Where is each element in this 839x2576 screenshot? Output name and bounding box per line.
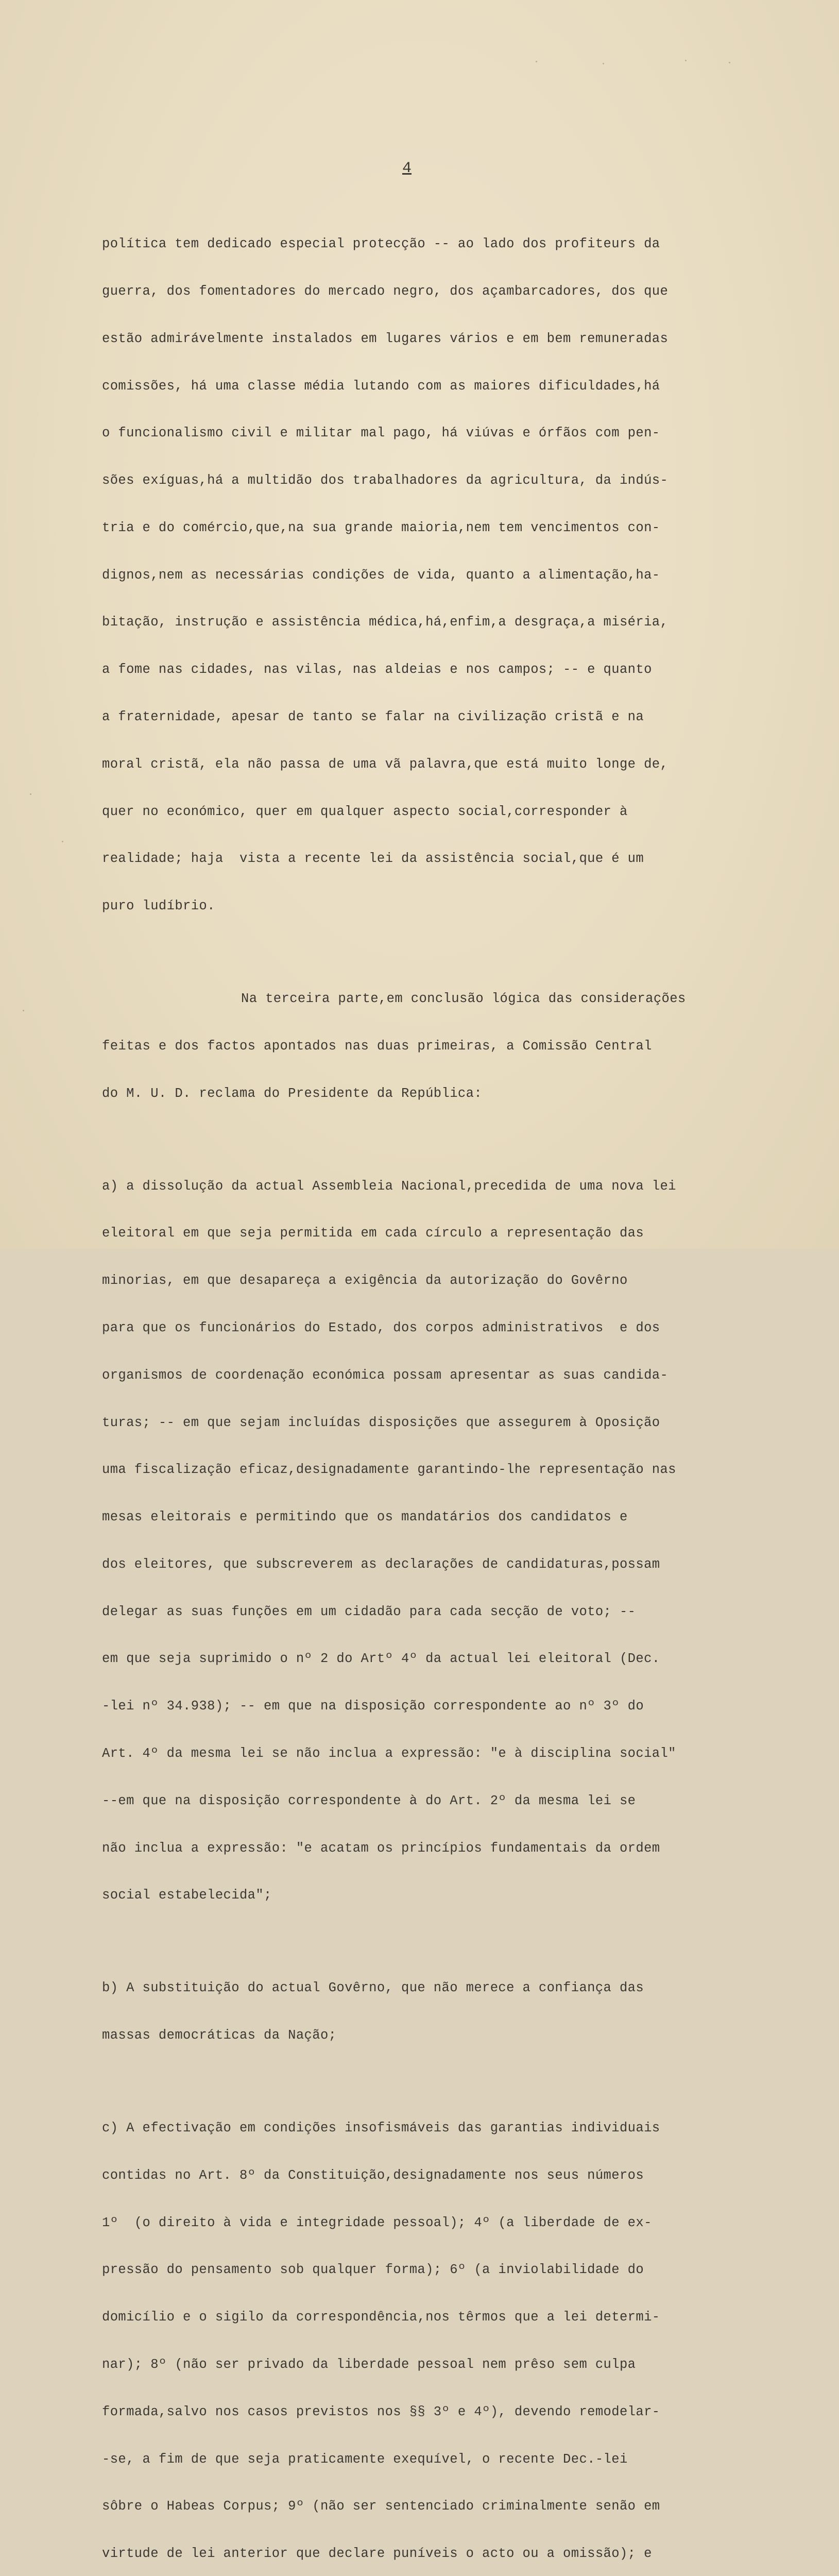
text-line: virtude de lei anterior que declare puníveis o acto ou a omissão); e — [102, 2546, 652, 2562]
item-c — [102, 2089, 764, 2576]
text-line: comissões, há uma classe média lutando com as maiores dificuldades,há — [102, 378, 660, 394]
text-line: uma fiscalização eficaz,designadamente garantindo-lhe representação nas — [102, 1462, 676, 1478]
paper-speck — [536, 61, 537, 62]
text-line: b) A substituição do actual Govêrno, que não merece a confiança das — [102, 1980, 644, 1996]
text-line: a) a dissolução da actual Assembleia Nacional,precedida de uma nova lei — [102, 1178, 676, 1194]
text-line: não inclua a expressão: "e acatam os princípios fundamentais da ordem — [102, 1840, 660, 1856]
text-line: do M. U. D. reclama do Presidente da República: — [102, 1086, 483, 1101]
text-line: delegar as suas funções em um cidadão para cada secção de voto; -- — [102, 1604, 636, 1619]
text-line: dos eleitores, que subscreverem as declarações de candidaturas,possam — [102, 1556, 660, 1572]
item-a — [102, 1147, 764, 1935]
text-line: a fome nas cidades, nas vilas, nas aldeias e nos campos; -- e quanto — [102, 662, 652, 677]
text-line: -se, a fim de que seja praticamente exequível, o recente Dec.-lei — [102, 2451, 628, 2467]
text-line: para que os funcionários do Estado, dos corpos administrativos e dos — [102, 1320, 660, 1335]
paragraph-third-part — [102, 960, 764, 1133]
text-line: minorias, em que desapareça a exigência da autorização do Govêrno — [102, 1273, 628, 1289]
text-line: -lei nº 34.938); -- em que na disposição correspondente ao nº 3º do — [102, 1699, 644, 1714]
text-line: 1º (o direito à vida e integridade pessoal); 4º (a liberdade de ex- — [102, 2215, 652, 2230]
text-line: domicílio e o sigilo da correspondência,nos têrmos que a lei determi- — [102, 2310, 660, 2325]
paper-speck — [23, 1010, 24, 1011]
text-line: dignos,nem as necessárias condições de vida, quanto a alimentação,ha- — [102, 567, 660, 583]
text-line: eleitoral em que seja permitida em cada círculo a representação das — [102, 1226, 644, 1241]
text-line: formada,salvo nos casos previstos nos §§ 3º e 4º), devendo remodelar- — [102, 2404, 660, 2419]
paper-speck — [603, 63, 604, 64]
page-number: 4 — [402, 160, 412, 177]
text-line: sôbre o Habeas Corpus; 9º (não ser sentenciado criminalmente senão em — [102, 2499, 660, 2514]
text-line: c) A efectivação em condições insofismáveis das garantias individuais — [102, 2121, 660, 2136]
text-line: nar); 8º (não ser privado da liberdade pessoal nem prêso sem culpa — [102, 2357, 636, 2372]
text-line: Na terceira parte,em conclusão lógica das considerações — [241, 991, 686, 1007]
paper-speck — [30, 793, 31, 795]
text-line: Art. 4º da mesma lei se não inclua a expressão: "e à disciplina social" — [102, 1746, 676, 1761]
text-line: tria e do comércio,que,na sua grande maioria,nem tem vencimentos con- — [102, 520, 660, 535]
paper-speck — [685, 60, 687, 61]
text-line: moral cristã, ela não passa de uma vã palavra,que está muito longe de, — [102, 756, 669, 772]
text-line: sões exíguas,há a multidão dos trabalhadores da agricultura, da indús- — [102, 473, 669, 488]
text-line: o funcionalismo civil e militar mal pago, há viúvas e órfãos com pen- — [102, 426, 660, 441]
text-line: quer no económico, quer em qualquer aspecto social,corresponder à — [102, 804, 628, 819]
text-line: social estabelecida"; — [102, 1888, 272, 1903]
text-line: contidas no Art. 8º da Constituição,designadamente nos seus números — [102, 2167, 644, 2183]
paragraph-intro — [102, 205, 764, 946]
paper-speck — [62, 841, 63, 842]
text-line: mesas eleitorais e permitindo que os mandatários dos candidatos e — [102, 1510, 628, 1525]
text-line: estão admirávelmente instalados em lugares vários e em bem remuneradas — [102, 331, 669, 346]
text-line: organismos de coordenação económica possam apresentar as suas candida- — [102, 1367, 669, 1383]
text-line: turas; -- em que sejam incluídas disposições que assegurem à Oposição — [102, 1415, 660, 1430]
text-line: pressão do pensamento sob qualquer forma); 6º (a inviolabilidade do — [102, 2262, 644, 2278]
text-line: guerra, dos fomentadores do mercado negro, dos açambarcadores, dos que — [102, 283, 669, 299]
text-line: feitas e dos factos apontados nas duas primeiras, a Comissão Central — [102, 1038, 652, 1054]
document-body — [102, 205, 764, 2576]
item-b — [102, 1949, 764, 2075]
paper-speck — [729, 62, 730, 63]
text-line: bitação, instrução e assistência médica,há,enfim,a desgraça,a miséria, — [102, 615, 669, 630]
text-line: em que seja suprimido o nº 2 do Artº 4º da actual lei eleitoral (Dec. — [102, 1651, 660, 1667]
text-line: massas democráticas da Nação; — [102, 2028, 337, 2043]
text-line: a fraternidade, apesar de tanto se falar na civilização cristã e na — [102, 709, 644, 724]
text-line: realidade; haja vista a recente lei da assistência social,que é um — [102, 851, 644, 867]
text-line: puro ludíbrio. — [102, 899, 215, 914]
text-line: política tem dedicado especial protecção -- ao lado dos profiteurs da — [102, 236, 660, 252]
text-line: --em que na disposição correspondente à do Art. 2º da mesma lei se — [102, 1793, 636, 1808]
